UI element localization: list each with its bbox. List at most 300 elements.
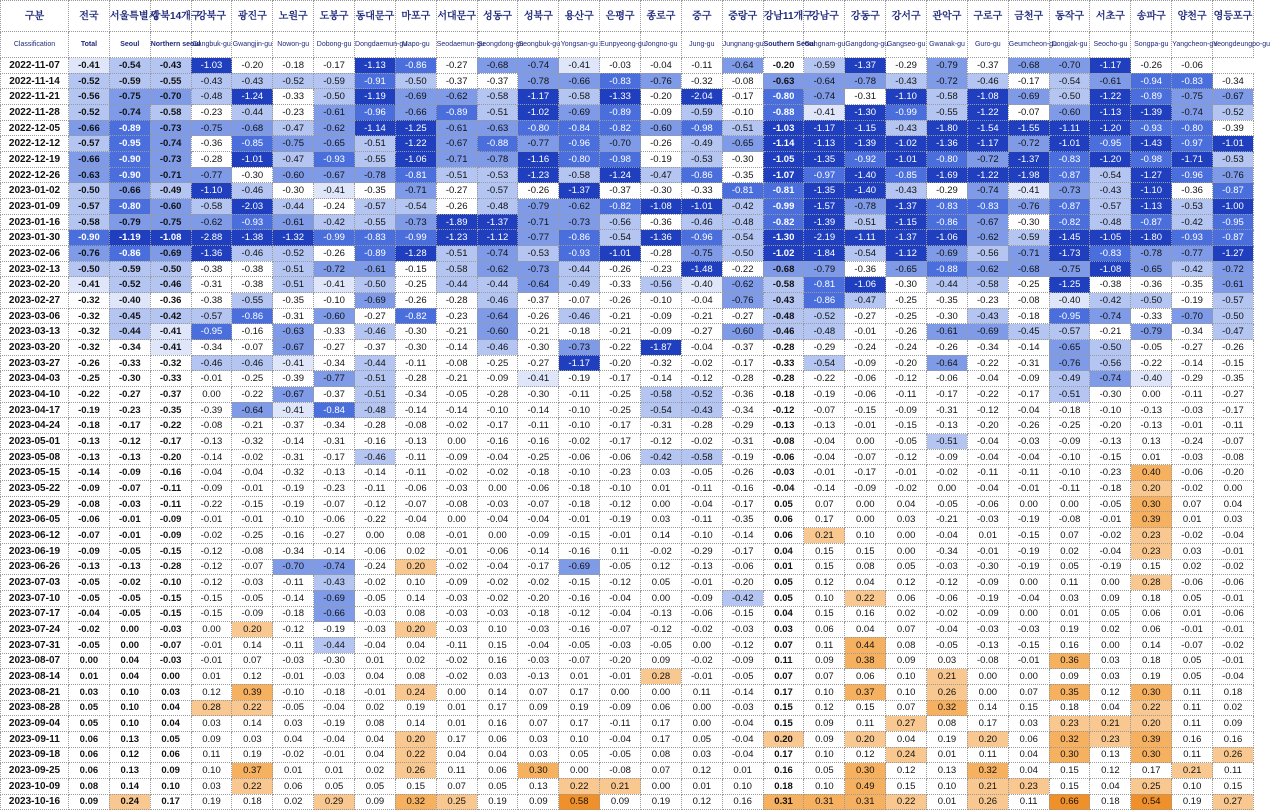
heatmap-cell: -0.06 xyxy=(518,481,559,497)
heatmap-cell: -0.36 xyxy=(191,136,232,152)
heatmap-cell: -0.01 xyxy=(804,465,845,481)
heatmap-cell: -0.17 xyxy=(722,355,763,371)
heatmap-cell: -0.60 xyxy=(1049,105,1090,121)
heatmap-row xyxy=(1,371,1254,387)
heatmap-cell: -0.74 xyxy=(1090,371,1131,387)
heatmap-cell: -0.11 xyxy=(886,387,927,403)
heatmap-cell: -0.50 xyxy=(1049,89,1090,105)
heatmap-cell: -0.12 xyxy=(191,575,232,591)
heatmap-cell: -1.30 xyxy=(845,105,886,121)
heatmap-cell: -0.34 xyxy=(1213,73,1254,89)
column-header-korean: 도봉구 xyxy=(314,1,355,32)
heatmap-cell: -0.06 xyxy=(967,496,1008,512)
heatmap-cell: -0.77 xyxy=(1172,246,1213,262)
heatmap-cell: 0.00 xyxy=(436,684,477,700)
heatmap-cell: -0.32 xyxy=(232,434,273,450)
heatmap-cell: -0.37 xyxy=(722,340,763,356)
column-header-english: Jongno-gu xyxy=(641,32,682,58)
heatmap-cell: -0.78 xyxy=(845,199,886,215)
heatmap-cell: -0.04 xyxy=(967,434,1008,450)
heatmap-cell: 0.05 xyxy=(1090,606,1131,622)
heatmap-cell: -0.02 xyxy=(1213,559,1254,575)
heatmap-cell: -1.39 xyxy=(804,214,845,230)
heatmap-cell: -0.75 xyxy=(150,214,191,230)
heatmap-row xyxy=(1,512,1254,528)
heatmap-cell: 0.11 xyxy=(1049,575,1090,591)
heatmap-cell: -0.37 xyxy=(477,73,518,89)
heatmap-cell: -0.05 xyxy=(886,434,927,450)
heatmap-cell: -0.42 xyxy=(1090,293,1131,309)
heatmap-cell: -0.01 xyxy=(967,543,1008,559)
heatmap-cell: -0.99 xyxy=(886,105,927,121)
heatmap-cell: -0.72 xyxy=(314,261,355,277)
row-date-label: 2022-12-12 xyxy=(1,136,69,152)
heatmap-cell: -0.50 xyxy=(1213,308,1254,324)
row-date-label: 2022-12-19 xyxy=(1,152,69,168)
heatmap-cell: -0.06 xyxy=(927,371,968,387)
heatmap-row xyxy=(1,199,1254,215)
heatmap-cell: -0.15 xyxy=(559,575,600,591)
heatmap-cell: -0.48 xyxy=(191,89,232,105)
heatmap-cell: 0.06 xyxy=(845,669,886,685)
heatmap-cell: -0.41 xyxy=(559,58,600,74)
row-date-label: 2023-01-09 xyxy=(1,199,69,215)
column-header-korean: 광진구 xyxy=(232,1,273,32)
heatmap-cell: 0.17 xyxy=(477,700,518,716)
heatmap-cell: 0.19 xyxy=(395,700,436,716)
heatmap-cell: -0.04 xyxy=(1213,528,1254,544)
heatmap-cell: -0.02 xyxy=(681,622,722,638)
heatmap-cell: 0.03 xyxy=(69,684,110,700)
heatmap-cell: -0.69 xyxy=(1008,89,1049,105)
heatmap-cell: 0.11 xyxy=(763,653,804,669)
heatmap-cell: -0.14 xyxy=(518,402,559,418)
heatmap-cell: -0.74 xyxy=(1090,308,1131,324)
heatmap-cell: -0.28 xyxy=(722,371,763,387)
heatmap-cell: -0.26 xyxy=(314,246,355,262)
heatmap-cell: -0.57 xyxy=(355,199,396,215)
heatmap-cell: -0.04 xyxy=(804,449,845,465)
heatmap-cell: -1.87 xyxy=(641,340,682,356)
heatmap-cell: -0.69 xyxy=(355,293,396,309)
heatmap-cell: -0.10 xyxy=(150,575,191,591)
heatmap-cell: -0.33 xyxy=(314,324,355,340)
row-date-label: 2023-08-21 xyxy=(1,684,69,700)
heatmap-cell: 0.12 xyxy=(1090,763,1131,779)
heatmap-cell: 0.01 xyxy=(436,716,477,732)
heatmap-row xyxy=(1,763,1254,779)
heatmap-cell: -0.28 xyxy=(150,559,191,575)
heatmap-cell: -0.57 xyxy=(1213,293,1254,309)
heatmap-cell: 0.01 xyxy=(191,669,232,685)
heatmap-cell: -0.26 xyxy=(1131,58,1172,74)
heatmap-cell: -1.37 xyxy=(1008,152,1049,168)
heatmap-cell: -0.27 xyxy=(436,183,477,199)
heatmap-cell: -0.12 xyxy=(763,402,804,418)
heatmap-cell: -0.06 xyxy=(927,590,968,606)
heatmap-cell: -0.08 xyxy=(600,763,641,779)
heatmap-cell: 0.03 xyxy=(1172,543,1213,559)
heatmap-cell: -0.73 xyxy=(559,214,600,230)
heatmap-cell: 0.12 xyxy=(681,763,722,779)
heatmap-cell: -0.90 xyxy=(109,152,150,168)
heatmap-cell: -0.25 xyxy=(1008,277,1049,293)
heatmap-cell: -0.38 xyxy=(232,261,273,277)
heatmap-cell: -0.77 xyxy=(518,136,559,152)
heatmap-cell: -0.42 xyxy=(1172,214,1213,230)
heatmap-cell: 0.30 xyxy=(1131,496,1172,512)
heatmap-cell: -0.51 xyxy=(436,167,477,183)
heatmap-cell: 0.54 xyxy=(1131,794,1172,810)
column-header-korean: 강북14개구 xyxy=(150,1,191,32)
heatmap-cell: -0.81 xyxy=(763,183,804,199)
heatmap-cell: 0.16 xyxy=(1172,731,1213,747)
heatmap-cell: -0.36 xyxy=(722,387,763,403)
heatmap-cell: 0.04 xyxy=(1213,496,1254,512)
heatmap-cell: -0.09 xyxy=(232,606,273,622)
heatmap-cell: -1.98 xyxy=(1008,167,1049,183)
heatmap-cell: -0.27 xyxy=(355,308,396,324)
heatmap-cell: -0.36 xyxy=(641,214,682,230)
heatmap-cell: 0.01 xyxy=(927,794,968,810)
heatmap-cell: -0.19 xyxy=(641,152,682,168)
heatmap-cell: -1.13 xyxy=(1090,105,1131,121)
heatmap-cell: -1.35 xyxy=(804,152,845,168)
heatmap-row xyxy=(1,528,1254,544)
heatmap-cell: 0.15 xyxy=(1213,778,1254,794)
heatmap-cell: -0.50 xyxy=(69,183,110,199)
heatmap-cell: 0.08 xyxy=(886,637,927,653)
heatmap-cell: 0.07 xyxy=(641,763,682,779)
heatmap-cell: 0.32 xyxy=(927,700,968,716)
heatmap-cell: -0.34 xyxy=(395,387,436,403)
heatmap-cell: -0.10 xyxy=(559,418,600,434)
heatmap-cell: -0.89 xyxy=(436,105,477,121)
heatmap-cell: -0.58 xyxy=(477,89,518,105)
heatmap-cell: -0.43 xyxy=(886,73,927,89)
heatmap-cell: -0.09 xyxy=(967,606,1008,622)
heatmap-cell: -0.29 xyxy=(1172,371,1213,387)
heatmap-cell: -0.93 xyxy=(314,152,355,168)
heatmap-cell: -0.53 xyxy=(681,152,722,168)
heatmap-cell: -0.63 xyxy=(69,167,110,183)
heatmap-cell: -1.69 xyxy=(927,167,968,183)
heatmap-cell: -0.43 xyxy=(232,73,273,89)
heatmap-cell: -0.04 xyxy=(681,496,722,512)
heatmap-cell: -1.22 xyxy=(967,105,1008,121)
heatmap-cell: -0.13 xyxy=(109,559,150,575)
heatmap-cell: -0.23 xyxy=(273,105,314,121)
heatmap-cell: -0.02 xyxy=(1172,481,1213,497)
heatmap-cell: 0.15 xyxy=(477,637,518,653)
heatmap-cell: 0.23 xyxy=(1131,528,1172,544)
heatmap-cell: -0.72 xyxy=(1008,136,1049,152)
heatmap-row xyxy=(1,277,1254,293)
heatmap-cell: -0.62 xyxy=(477,261,518,277)
heatmap-cell: 0.20 xyxy=(1131,716,1172,732)
heatmap-cell: -1.43 xyxy=(1131,136,1172,152)
row-date-label: 2022-11-28 xyxy=(1,105,69,121)
heatmap-cell: -0.03 xyxy=(600,637,641,653)
heatmap-row xyxy=(1,731,1254,747)
heatmap-cell: -0.22 xyxy=(722,261,763,277)
heatmap-cell: -0.22 xyxy=(69,387,110,403)
heatmap-cell: -0.71 xyxy=(150,167,191,183)
heatmap-cell: -0.95 xyxy=(191,324,232,340)
heatmap-cell: -0.19 xyxy=(1008,543,1049,559)
heatmap-cell: -0.05 xyxy=(927,637,968,653)
heatmap-cell: -0.86 xyxy=(395,58,436,74)
heatmap-cell: 0.07 xyxy=(1172,496,1213,512)
heatmap-cell: -0.14 xyxy=(273,434,314,450)
heatmap-cell: -0.06 xyxy=(763,449,804,465)
heatmap-cell: -0.23 xyxy=(436,308,477,324)
heatmap-cell: -0.04 xyxy=(600,731,641,747)
heatmap-cell: -0.35 xyxy=(355,183,396,199)
heatmap-cell: 0.03 xyxy=(191,778,232,794)
heatmap-cell: -0.01 xyxy=(600,528,641,544)
heatmap-cell: -0.44 xyxy=(314,637,355,653)
heatmap-cell: -0.04 xyxy=(191,465,232,481)
heatmap-cell: 0.39 xyxy=(1131,731,1172,747)
heatmap-cell: -0.96 xyxy=(681,230,722,246)
heatmap-cell: -0.11 xyxy=(355,481,396,497)
heatmap-cell: -0.63 xyxy=(763,73,804,89)
heatmap-cell: 0.01 xyxy=(559,669,600,685)
heatmap-cell: -0.03 xyxy=(763,465,804,481)
heatmap-row xyxy=(1,543,1254,559)
heatmap-row xyxy=(1,58,1254,74)
heatmap-cell: -0.75 xyxy=(191,120,232,136)
heatmap-cell: -0.49 xyxy=(681,136,722,152)
heatmap-cell: -0.54 xyxy=(109,58,150,74)
heatmap-cell: 0.01 xyxy=(1172,512,1213,528)
heatmap-cell: 0.06 xyxy=(1008,731,1049,747)
heatmap-cell: -0.05 xyxy=(109,590,150,606)
heatmap-cell: 0.00 xyxy=(1008,496,1049,512)
column-header-english: Dongjak-gu xyxy=(1049,32,1090,58)
column-header-korean: 강북구 xyxy=(191,1,232,32)
column-header-english: Gwanak-gu xyxy=(927,32,968,58)
heatmap-cell: -0.58 xyxy=(191,199,232,215)
heatmap-cell: 0.09 xyxy=(518,794,559,810)
heatmap-cell: -0.05 xyxy=(232,590,273,606)
heatmap-cell: -0.01 xyxy=(559,512,600,528)
heatmap-cell: -0.21 xyxy=(436,324,477,340)
heatmap-cell: -0.01 xyxy=(191,637,232,653)
heatmap-cell: -0.15 xyxy=(191,606,232,622)
heatmap-cell: 0.19 xyxy=(232,747,273,763)
heatmap-cell: -0.02 xyxy=(641,543,682,559)
heatmap-cell: -0.29 xyxy=(886,58,927,74)
heatmap-cell: -0.75 xyxy=(1172,89,1213,105)
heatmap-cell: -0.04 xyxy=(314,700,355,716)
heatmap-cell: 0.06 xyxy=(273,778,314,794)
heatmap-cell: -1.37 xyxy=(886,230,927,246)
row-date-label: 2023-02-13 xyxy=(1,261,69,277)
heatmap-cell: -0.67 xyxy=(1213,89,1254,105)
heatmap-cell: -0.02 xyxy=(355,575,396,591)
heatmap-cell: -0.17 xyxy=(314,58,355,74)
heatmap-cell: -0.98 xyxy=(600,152,641,168)
heatmap-cell: 0.01 xyxy=(927,747,968,763)
heatmap-cell: 0.00 xyxy=(69,653,110,669)
heatmap-cell: 0.00 xyxy=(436,512,477,528)
heatmap-cell: 0.01 xyxy=(967,528,1008,544)
heatmap-row xyxy=(1,700,1254,716)
heatmap-cell: -0.01 xyxy=(191,512,232,528)
heatmap-cell: 0.35 xyxy=(1049,684,1090,700)
row-date-label: 2023-09-04 xyxy=(1,716,69,732)
column-header-english: Gangdong-gu xyxy=(845,32,886,58)
heatmap-cell: -1.12 xyxy=(886,246,927,262)
heatmap-cell: -0.06 xyxy=(314,512,355,528)
heatmap-cell: 0.15 xyxy=(1131,559,1172,575)
heatmap-cell: -0.21 xyxy=(518,324,559,340)
heatmap-cell: -0.68 xyxy=(1008,261,1049,277)
heatmap-cell: -0.74 xyxy=(1172,105,1213,121)
heatmap-cell: -0.44 xyxy=(232,105,273,121)
heatmap-cell: -0.58 xyxy=(927,89,968,105)
heatmap-cell: -0.03 xyxy=(722,622,763,638)
heatmap-cell: 0.02 xyxy=(1172,559,1213,575)
heatmap-cell: -0.17 xyxy=(477,418,518,434)
row-date-label: 2023-06-12 xyxy=(1,528,69,544)
heatmap-cell: -0.69 xyxy=(967,324,1008,340)
heatmap-cell: 0.17 xyxy=(559,716,600,732)
heatmap-cell: -0.57 xyxy=(1049,324,1090,340)
heatmap-cell: -1.35 xyxy=(804,183,845,199)
heatmap-cell: -0.26 xyxy=(722,465,763,481)
heatmap-cell: -0.09 xyxy=(436,449,477,465)
row-date-label: 2023-07-17 xyxy=(1,606,69,622)
heatmap-cell: -0.21 xyxy=(232,418,273,434)
row-date-label: 2023-05-22 xyxy=(1,481,69,497)
heatmap-cell: 0.03 xyxy=(641,465,682,481)
heatmap-cell: 0.10 xyxy=(886,684,927,700)
heatmap-cell: 0.10 xyxy=(804,747,845,763)
row-date-label: 2023-07-03 xyxy=(1,575,69,591)
heatmap-cell: -0.59 xyxy=(109,73,150,89)
heatmap-cell: -0.01 xyxy=(191,653,232,669)
heatmap-cell: -0.01 xyxy=(845,324,886,340)
heatmap-cell: 0.17 xyxy=(763,684,804,700)
column-header-korean: 노원구 xyxy=(273,1,314,32)
heatmap-cell: -1.22 xyxy=(967,167,1008,183)
heatmap-cell: -0.01 xyxy=(109,512,150,528)
heatmap-cell: -0.09 xyxy=(641,324,682,340)
heatmap-cell: -0.61 xyxy=(436,120,477,136)
heatmap-cell: 0.11 xyxy=(1172,684,1213,700)
heatmap-cell: 0.24 xyxy=(886,747,927,763)
heatmap-cell: -0.04 xyxy=(314,731,355,747)
heatmap-cell: -0.55 xyxy=(355,152,396,168)
column-header-korean: 중구 xyxy=(681,1,722,32)
row-date-label: 2023-07-10 xyxy=(1,590,69,606)
heatmap-cell: -1.03 xyxy=(763,120,804,136)
heatmap-cell: 0.07 xyxy=(232,653,273,669)
heatmap-cell: -0.09 xyxy=(722,653,763,669)
heatmap-cell: -0.01 xyxy=(681,669,722,685)
heatmap-cell: -0.69 xyxy=(314,590,355,606)
heatmap-cell: -0.38 xyxy=(191,293,232,309)
heatmap-cell: -0.43 xyxy=(314,575,355,591)
heatmap-cell: -1.48 xyxy=(681,261,722,277)
heatmap-cell: -0.13 xyxy=(1131,418,1172,434)
heatmap-cell: -0.03 xyxy=(273,653,314,669)
heatmap-cell: -0.01 xyxy=(273,669,314,685)
heatmap-cell: -0.19 xyxy=(559,371,600,387)
heatmap-cell: -0.17 xyxy=(150,434,191,450)
heatmap-cell: -0.55 xyxy=(150,73,191,89)
heatmap-cell: -0.41 xyxy=(273,402,314,418)
heatmap-cell: -0.78 xyxy=(477,152,518,168)
heatmap-cell: 0.28 xyxy=(641,669,682,685)
heatmap-cell: -0.26 xyxy=(1008,418,1049,434)
heatmap-cell: 0.19 xyxy=(1131,669,1172,685)
heatmap-cell: -0.03 xyxy=(600,58,641,74)
heatmap-cell: -0.20 xyxy=(1213,465,1254,481)
heatmap-cell: -0.17 xyxy=(109,418,150,434)
heatmap-cell: -0.46 xyxy=(232,355,273,371)
heatmap-cell: -0.22 xyxy=(600,340,641,356)
row-date-label: 2023-03-06 xyxy=(1,308,69,324)
heatmap-cell: -0.78 xyxy=(1131,246,1172,262)
heatmap-cell: -0.05 xyxy=(436,387,477,403)
heatmap-cell: -0.28 xyxy=(763,340,804,356)
heatmap-row xyxy=(1,496,1254,512)
heatmap-cell: -0.33 xyxy=(681,183,722,199)
heatmap-cell: 0.00 xyxy=(1049,496,1090,512)
heatmap-cell: -0.64 xyxy=(927,355,968,371)
heatmap-cell: -0.60 xyxy=(477,324,518,340)
heatmap-cell: 0.04 xyxy=(886,496,927,512)
heatmap-cell: -0.01 xyxy=(1172,418,1213,434)
column-header-english: Dobong-gu xyxy=(314,32,355,58)
column-header-english: Yongsan-gu xyxy=(559,32,600,58)
heatmap-cell: -0.15 xyxy=(1090,449,1131,465)
heatmap-cell: -0.02 xyxy=(273,747,314,763)
heatmap-cell: -0.76 xyxy=(722,293,763,309)
heatmap-cell: -0.10 xyxy=(722,105,763,121)
heatmap-cell: -0.40 xyxy=(681,277,722,293)
heatmap-cell: -0.48 xyxy=(722,214,763,230)
heatmap-cell: 0.06 xyxy=(641,700,682,716)
heatmap-cell: -0.15 xyxy=(150,590,191,606)
row-date-label: 2023-03-13 xyxy=(1,324,69,340)
heatmap-cell: -0.56 xyxy=(69,89,110,105)
heatmap-cell: -0.31 xyxy=(722,434,763,450)
heatmap-cell: -0.23 xyxy=(109,402,150,418)
heatmap-cell: 0.14 xyxy=(109,778,150,794)
heatmap-cell: -0.51 xyxy=(273,261,314,277)
heatmap-cell: 0.00 xyxy=(1090,637,1131,653)
heatmap-row xyxy=(1,387,1254,403)
heatmap-cell: -0.13 xyxy=(109,449,150,465)
heatmap-cell: 0.22 xyxy=(232,700,273,716)
heatmap-cell: -0.03 xyxy=(314,669,355,685)
heatmap-cell: -0.15 xyxy=(1008,528,1049,544)
heatmap-cell: -0.37 xyxy=(600,183,641,199)
heatmap-cell: 0.09 xyxy=(518,700,559,716)
heatmap-cell: -0.60 xyxy=(150,199,191,215)
heatmap-cell: -0.18 xyxy=(1049,402,1090,418)
heatmap-cell: -1.07 xyxy=(763,167,804,183)
heatmap-cell: 0.00 xyxy=(886,528,927,544)
heatmap-cell: -0.24 xyxy=(314,199,355,215)
heatmap-cell: -1.54 xyxy=(967,120,1008,136)
heatmap-cell: -0.54 xyxy=(395,199,436,215)
